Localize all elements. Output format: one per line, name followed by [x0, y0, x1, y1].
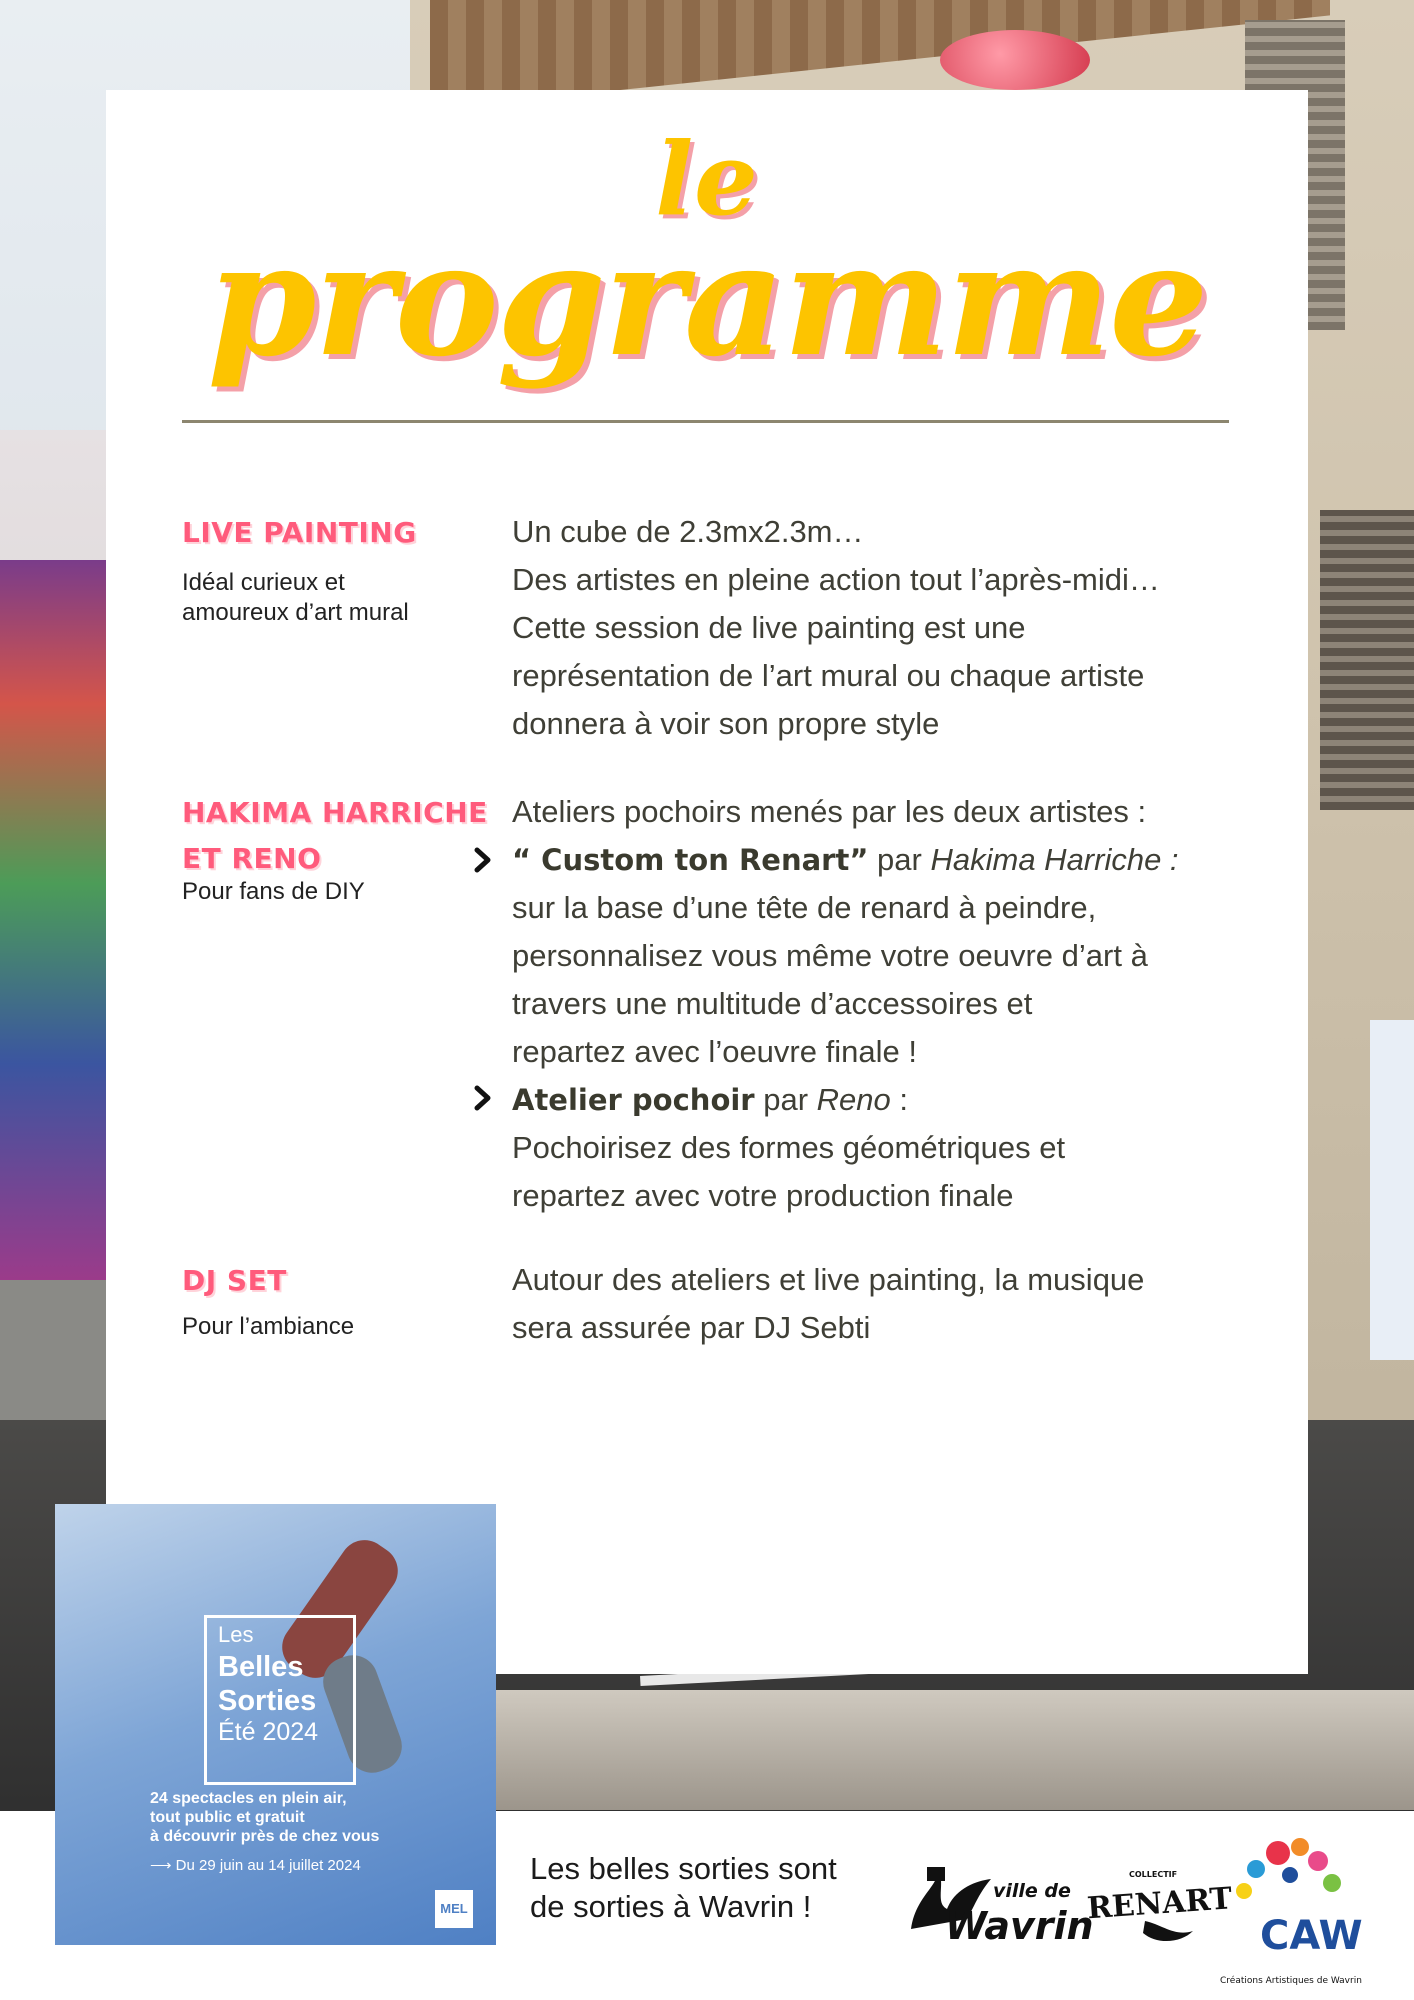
section-label-live-painting: LIVE PAINTING [182, 516, 417, 549]
garage-door [1370, 1020, 1414, 1360]
poster-tagline [150, 1789, 450, 1846]
pink-balloon [940, 30, 1090, 90]
belles-sorties-poster [55, 1504, 496, 1945]
section-label-dj-set: DJ SET [182, 1264, 287, 1297]
caw-logo [1220, 1831, 1363, 1991]
ville-de-wavrin-logo [905, 1859, 1094, 1948]
description-line: travers une multitude d’accessoires et [512, 986, 1033, 1021]
description-line: Un cube de 2.3mx2.3m… [512, 514, 864, 549]
description-line: sera assurée par DJ Sebti [512, 1310, 871, 1345]
logo-text: RENART [1085, 1881, 1234, 1927]
footer-text [530, 1850, 860, 1926]
description-line: Des artistes en pleine action tout l’après-midi… [512, 562, 1160, 597]
tagline-line: à découvrir près de chez vous [150, 1828, 380, 1845]
footer-line: Les belles sorties sont [530, 1851, 837, 1886]
subtitle-line: Idéal curieux et [182, 569, 345, 596]
artist-name: Hakima Harriche : [930, 842, 1179, 877]
artist-name: Reno [816, 1082, 891, 1117]
section-subtitle [182, 568, 409, 628]
chevron-right-icon [468, 845, 498, 875]
poster-ete: Été 2024 [218, 1718, 319, 1746]
poster-sorties: Sorties [218, 1685, 317, 1717]
by-word: par [763, 1082, 809, 1117]
chevron-right-icon [468, 1083, 498, 1113]
section-description-dj-set [512, 1256, 1252, 1352]
collectif-renart-logo [1085, 1865, 1234, 1945]
logo-text: COLLECTIF [1129, 1870, 1178, 1879]
logo-text: CAW [1260, 1913, 1363, 1959]
section-subtitle: Pour l’ambiance [182, 1313, 355, 1340]
tagline-line: tout public et gratuit [150, 1809, 305, 1826]
label-line: HAKIMA HARRICHE [182, 796, 488, 829]
logo-text: Wavrin [945, 1904, 1094, 1948]
description-line: Pochoirisez des formes géométriques et [512, 1130, 1066, 1165]
description-line: Autour des ateliers et live painting, la musique [512, 1262, 1145, 1297]
section-label-hakima-reno [182, 790, 488, 882]
description-line: Ateliers pochoirs menés par les deux artistes : [512, 794, 1147, 829]
street-mural [0, 560, 120, 1280]
title-programme: programme [207, 208, 1207, 391]
subtitle-line: amoureux d’art mural [182, 599, 409, 626]
poster-dates: ⟶ Du 29 juin au 14 juillet 2024 [150, 1857, 361, 1874]
description-line: donnera à voir son propre style [512, 706, 940, 741]
title-le: le [655, 120, 759, 238]
poster-belles: Belles [218, 1651, 304, 1683]
description-line: personnalisez vous même votre oeuvre d’art à [512, 938, 1148, 973]
description-line: repartez avec votre production finale [512, 1178, 1014, 1213]
tagline-line: 24 spectacles en plein air, [150, 1790, 347, 1807]
label-line: ET RENO [182, 842, 322, 875]
workshop-title-line [512, 1076, 1252, 1124]
section-description-live-painting [512, 508, 1252, 748]
divider [182, 420, 1229, 423]
description-line: repartez avec l’oeuvre finale ! [512, 1034, 917, 1069]
description-line: représentation de l’art mural ou chaque artiste [512, 658, 1145, 693]
colon: : [890, 1082, 909, 1117]
logo-text: ville de [993, 1880, 1071, 1902]
sidewalk-curb [470, 1690, 1414, 1810]
section-description-hakima-reno [512, 788, 1252, 1220]
section-subtitle: Pour fans de DIY [182, 878, 365, 905]
by-word: par [877, 842, 922, 877]
workshop-title: “ Custom ton Renart” [512, 843, 869, 877]
workshop-title-line [512, 836, 1252, 884]
description-line: sur la base d’une tête de renard à peindre, [512, 890, 1097, 925]
program-card [106, 90, 1308, 1674]
workshop-title: Atelier pochoir [512, 1083, 755, 1117]
logo-caption: Créations Artistiques de Wavrin [1220, 1976, 1362, 1986]
description-line: Cette session de live painting est une [512, 610, 1026, 645]
window-shutter [1320, 510, 1414, 810]
footer-line: de sorties à Wavrin ! [530, 1889, 812, 1924]
poster-les: Les [218, 1622, 254, 1647]
mel-logo: MEL [435, 1890, 473, 1928]
